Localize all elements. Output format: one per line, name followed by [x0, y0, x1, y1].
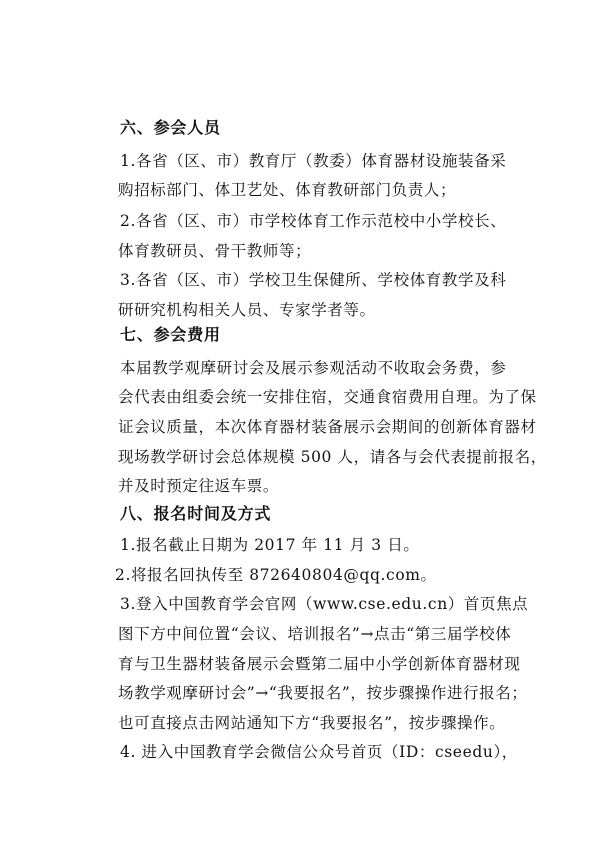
s6-item-3-line-2: 研研究机构相关人员、专家学者等。 — [118, 301, 376, 319]
s6-item-2-line-2: 体育教研员、骨干教师等； — [118, 242, 312, 260]
s7-line-2: 会代表由组委会统一安排住宿，交通食宿费用自理。为了保 — [118, 388, 537, 406]
s7-line-4: 现场教学研讨会总体规模 500 人，请各与会代表提前报名， — [118, 448, 547, 466]
section-heading-8: 八、报名时间及方式 — [120, 504, 272, 523]
s8-line-3: 3.登入中国教育学会官网（www.cse.edu.cn）首页焦点 — [120, 595, 529, 613]
s6-item-3-line-1: 3.各省（区、市）学校卫生保健所、学校体育教学及科 — [120, 271, 507, 289]
section-heading-7: 七、参会费用 — [120, 325, 221, 344]
section-heading-6: 六、参会人员 — [120, 118, 221, 137]
s8-line-6: 场教学观摩研讨会”→“我要报名”，按步骤操作进行报名； — [118, 684, 528, 702]
s6-item-1-line-2: 购招标部门、体卫艺处、体育教研部门负责人； — [118, 181, 457, 199]
s8-line-5: 育与卫生器材装备展示会暨第二届中小学创新体育器材现 — [118, 655, 521, 673]
s6-item-1-line-1: 1.各省（区、市）教育厅（教委）体育器材设施装备采 — [120, 152, 507, 170]
s7-line-3: 证会议质量，本次体育器材装备展示会期间的创新体育器材 — [118, 418, 537, 436]
s7-line-1: 本届教学观摩研讨会及展示参观活动不收取会务费，参 — [120, 359, 507, 377]
s8-line-4: 图下方中间位置“会议、培训报名”→点击“第三届学校体 — [118, 625, 512, 643]
s8-line-7: 也可直接点击网站通知下方“我要报名”，按步骤操作。 — [118, 714, 506, 732]
s7-line-5: 并及时预定往返车票。 — [118, 477, 280, 495]
s8-line-2: 2.将报名回执传至 872640804@qq.com。 — [115, 566, 437, 584]
s8-line-1: 1.报名截止日期为 2017 年 11 月 3 日。 — [120, 536, 420, 554]
s6-item-2-line-1: 2.各省（区、市）市学校体育工作示范校中小学校长、 — [120, 212, 507, 230]
s8-line-8: 4. 进入中国教育学会微信公众号首页（ID：cseedu）， — [120, 743, 518, 761]
